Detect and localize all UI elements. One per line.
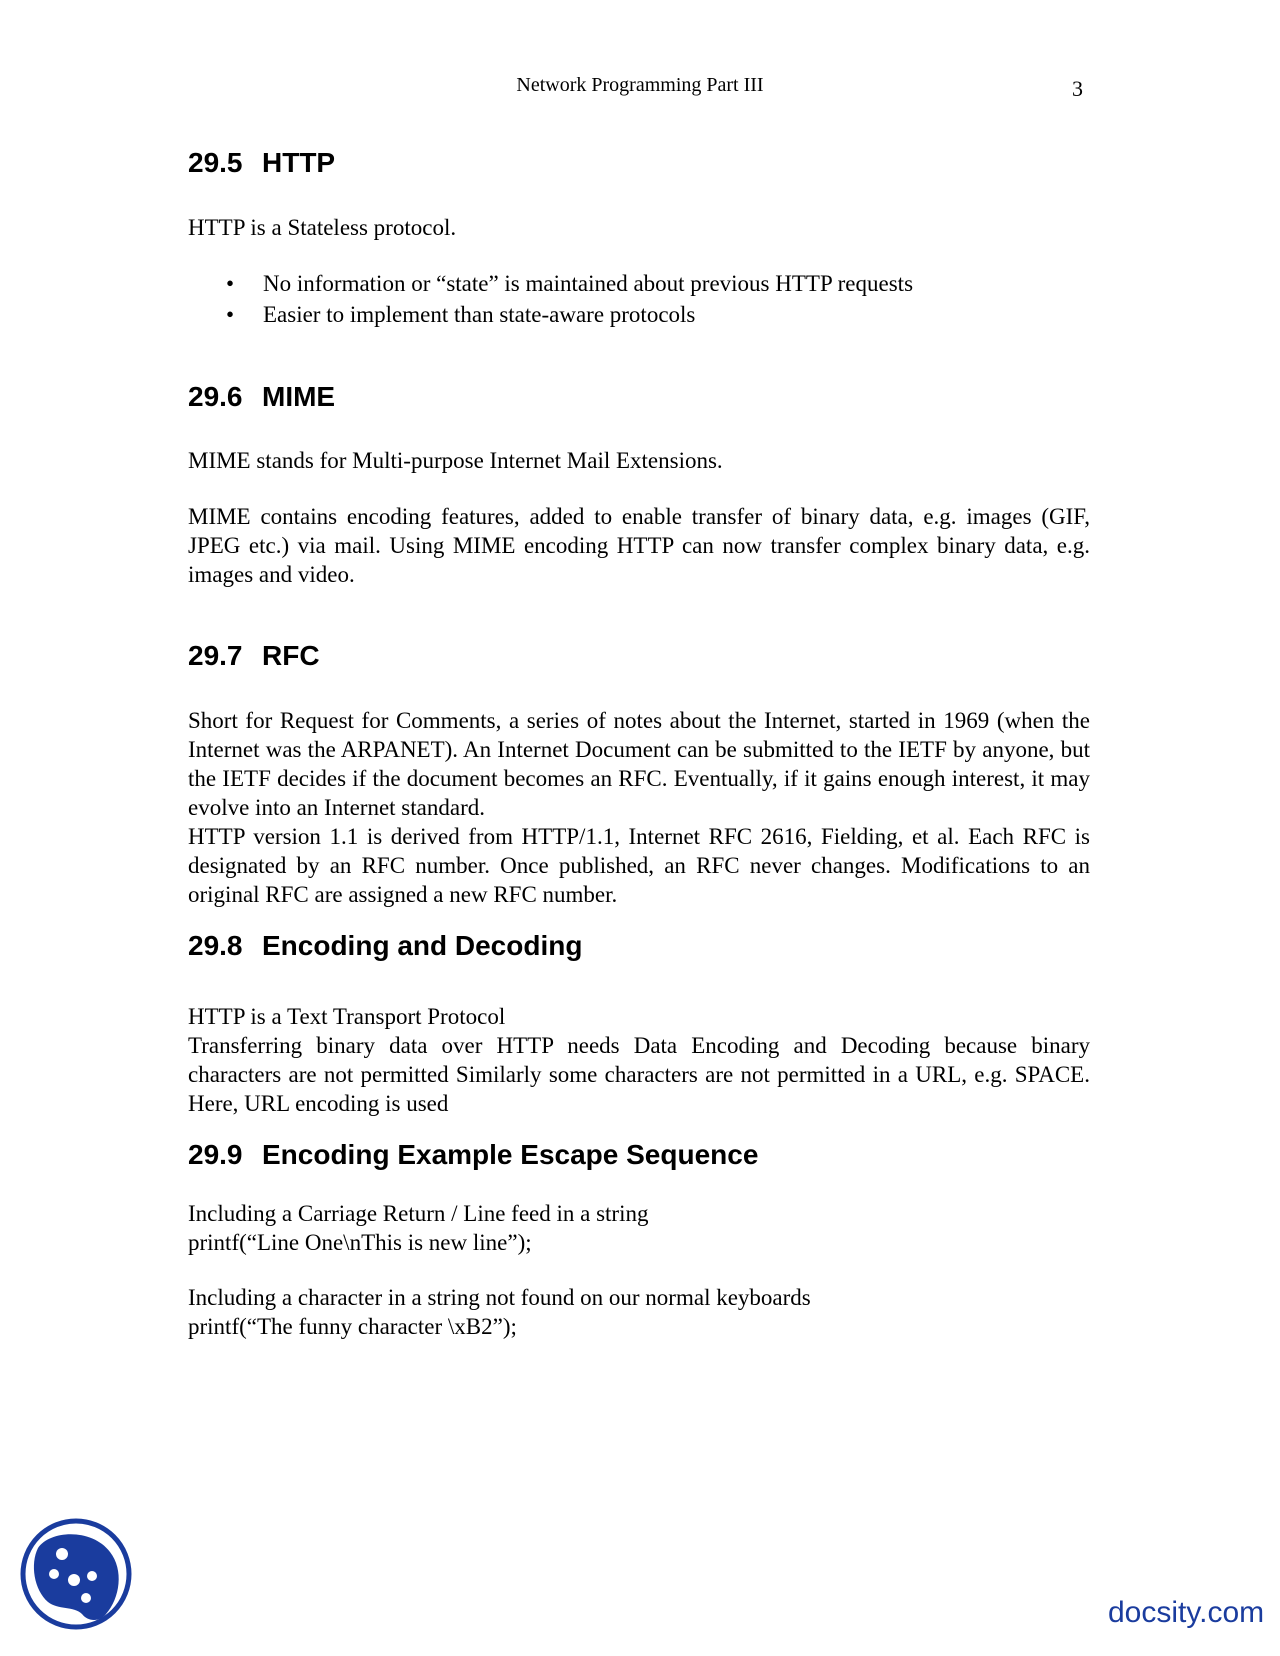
section-title: Encoding and Decoding — [262, 929, 583, 961]
section-number: 29.6 — [188, 380, 243, 412]
paragraph: MIME contains encoding features, added to enable transfer of binary data, e.g. images (GIF, JPEG etc.) via mail. Using MIME encoding HTTP can now transfer complex binary data, e.g. images and video. — [188, 504, 1090, 588]
section-encoding-decoding — [188, 929, 1090, 1119]
code-line: printf(“The funny character \xB2”); — [188, 1313, 517, 1339]
bullet-list — [188, 268, 1090, 330]
section-heading — [188, 639, 1090, 673]
page-number: 3 — [1072, 76, 1083, 101]
section-number: 29.5 — [188, 147, 243, 178]
paragraph: Including a Carriage Return / Line feed in a string — [188, 1200, 649, 1226]
section-heading — [188, 146, 1090, 180]
section-title: HTTP — [262, 147, 336, 178]
section-rfc — [188, 639, 1090, 909]
code-line: printf(“Line One\nThis is new line”); — [188, 1229, 532, 1255]
section-mime — [188, 380, 1090, 590]
section-title: RFC — [262, 640, 320, 672]
paragraph: Transferring binary data over HTTP needs Data Encoding and Decoding because binary characters are not permitted Similarly some characters are not permitted in a URL, e.g. SPACE. Here, URL encoding is used — [188, 1033, 1090, 1117]
bullet-icon: • — [226, 270, 235, 296]
paragraph: HTTP is a Text Transport Protocol — [188, 1004, 506, 1030]
section-heading — [188, 1138, 1090, 1172]
section-number: 29.7 — [188, 640, 243, 672]
docsity-logo-icon — [20, 1518, 132, 1630]
section-http — [188, 146, 1090, 330]
bullet-icon: • — [226, 301, 235, 327]
section-heading — [188, 929, 1090, 963]
section-title: Encoding Example Escape Sequence — [262, 1139, 759, 1171]
document-body — [188, 146, 1090, 1341]
section-escape-sequence — [188, 1138, 1090, 1341]
paragraph: MIME stands for Multi-purpose Internet Mail Extensions. — [188, 448, 723, 474]
running-header: Network Programming Part III — [516, 74, 764, 96]
paragraph: Including a character in a string not found on our normal keyboards — [188, 1284, 811, 1310]
paragraph: Short for Request for Comments, a series of notes about the Internet, started in 1969 (when the Internet was the ARPANET). An Internet Document can be submitted to the IETF by anyone, but the IETF decides if the document becomes an RFC. Eventually, if it gains enough interest, it may evolve into an Internet standard. — [188, 707, 1090, 820]
brand-link[interactable]: docsity.com — [1108, 1596, 1265, 1629]
list-item: • No information or “state” is maintained about previous HTTP requests — [188, 268, 1090, 299]
section-heading — [188, 380, 1090, 414]
list-item: • Easier to implement than state-aware protocols — [188, 299, 1090, 330]
paragraph: HTTP version 1.1 is derived from HTTP/1.1, Internet RFC 2616, Fielding, et al. Each RFC is designated by an RFC number. Once published, an RFC never changes. Modifications to an original RFC are assigned a new RFC number. — [188, 823, 1090, 907]
section-number: 29.8 — [188, 929, 243, 961]
section-title: MIME — [262, 380, 336, 412]
section-number: 29.9 — [188, 1139, 243, 1171]
paragraph: HTTP is a Stateless protocol. — [188, 214, 457, 240]
